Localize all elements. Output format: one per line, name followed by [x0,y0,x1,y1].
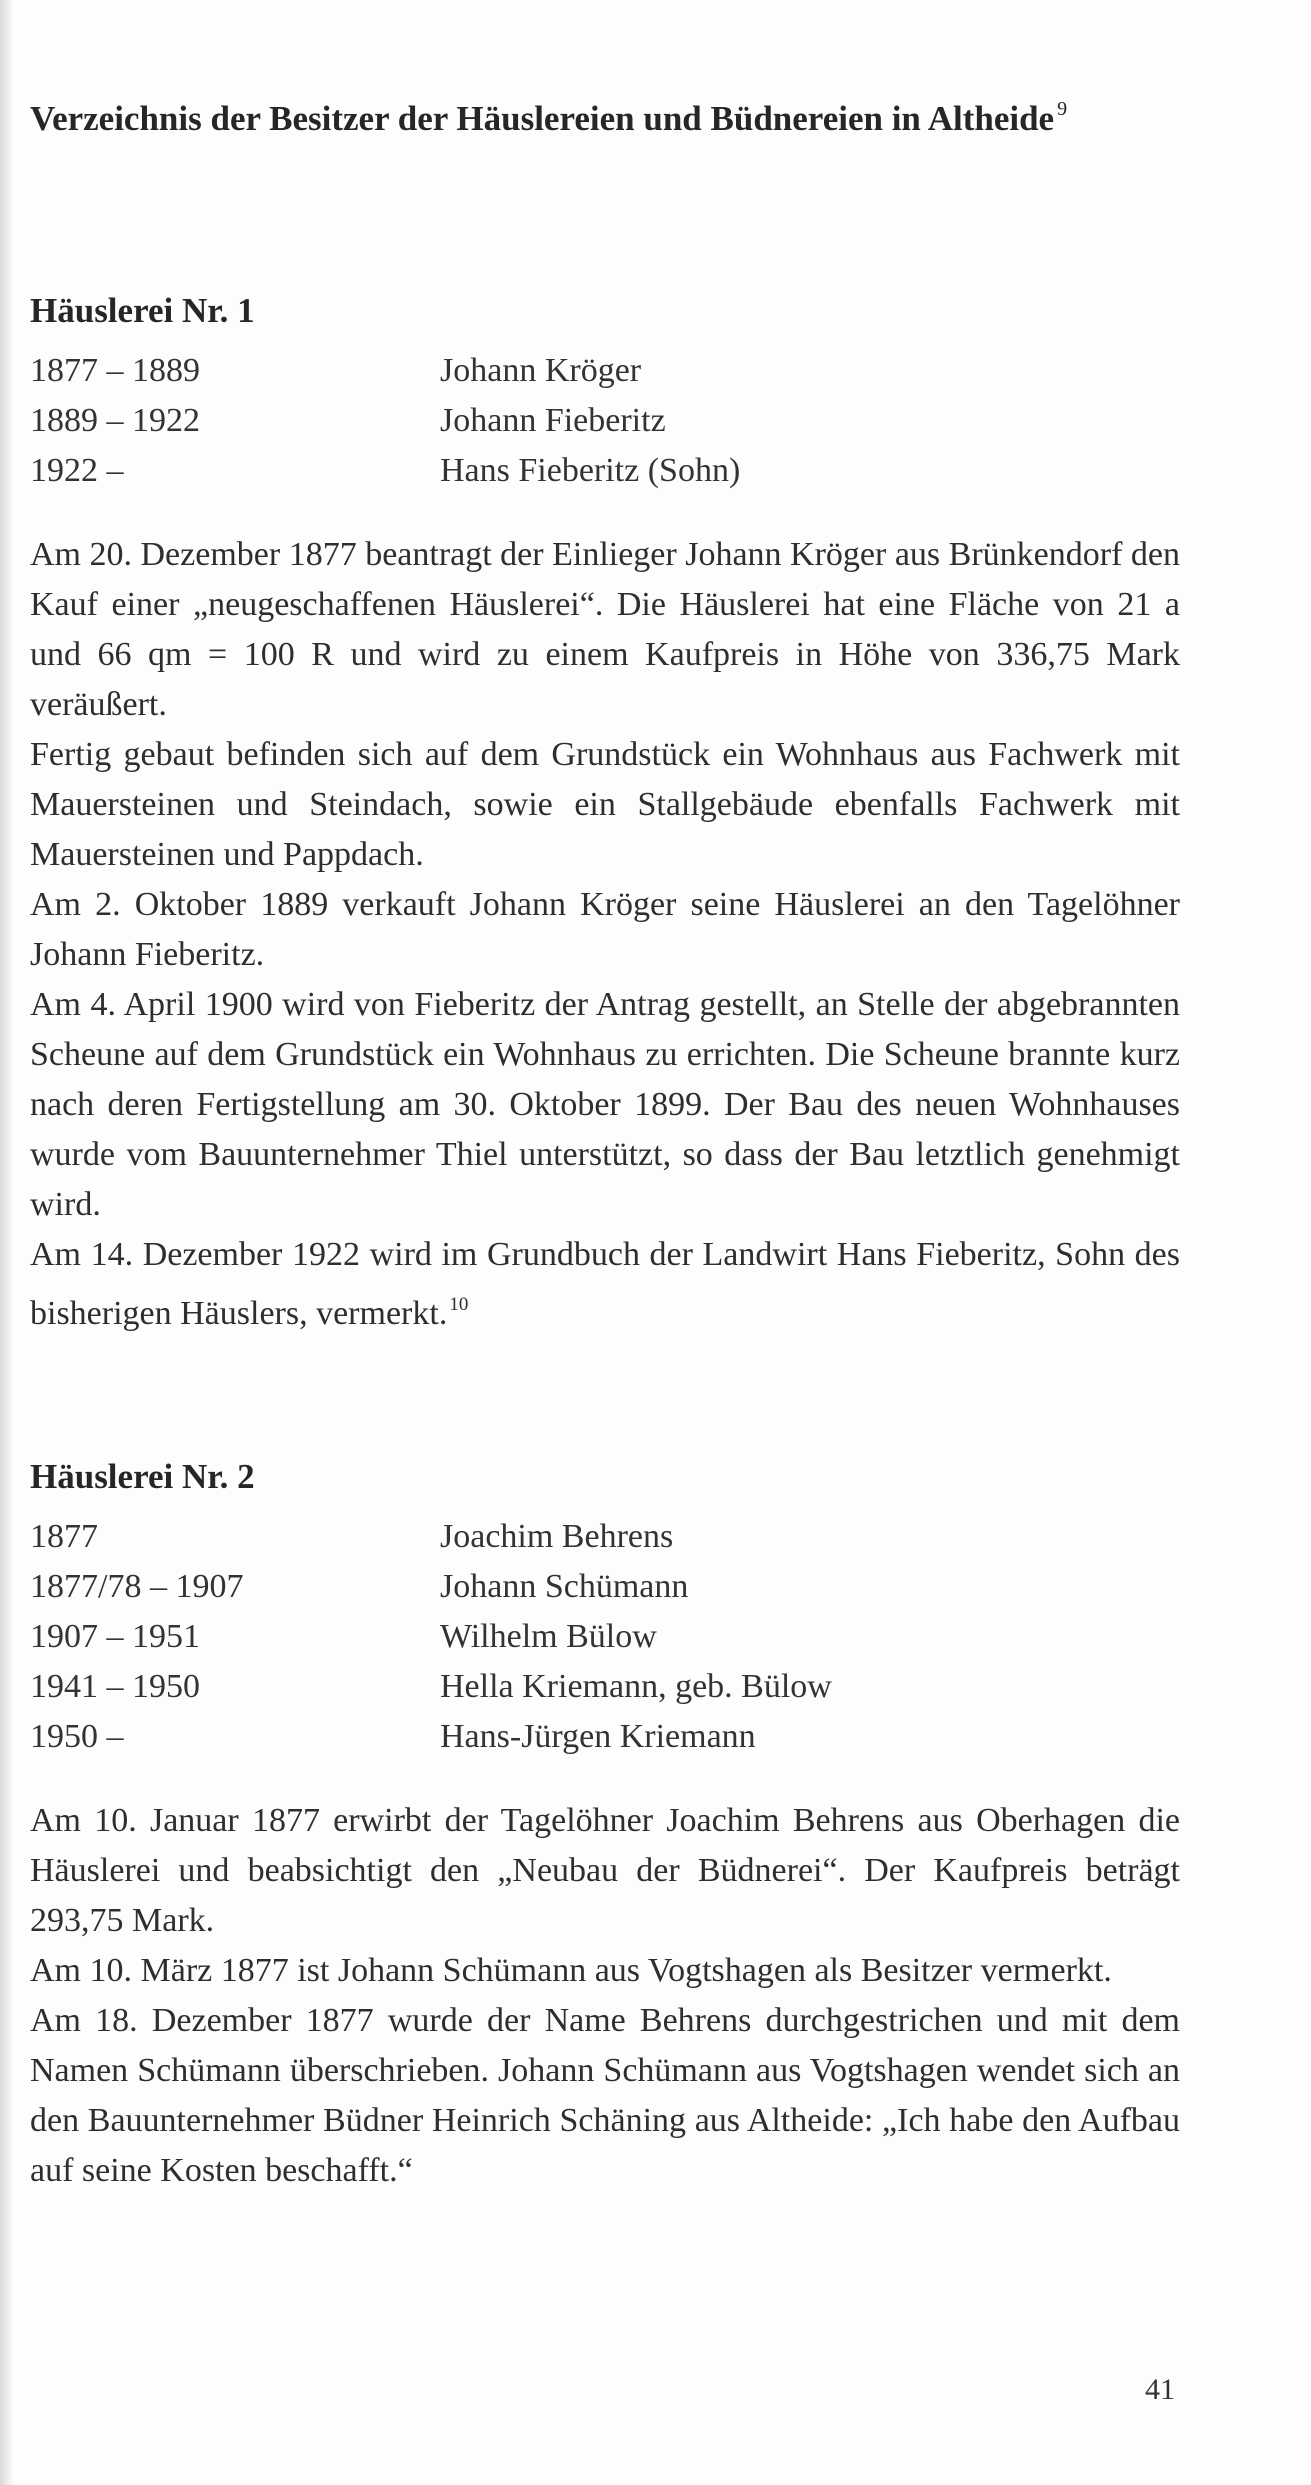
page-title-text: Verzeichnis der Besitzer der Häuslereien und Büdnereien in Altheide [30,99,1055,138]
owner-row [30,1512,1180,1562]
page-title [30,84,1180,144]
section-body [30,1796,1180,2196]
owner-name: Hans Fieberitz (Sohn) [440,452,741,489]
paragraph [30,1230,1180,1339]
paragraph: Am 10. März 1877 ist Johann Schümann aus Vogtshagen als Besitzer vermerkt. [30,1952,1112,1989]
owner-row [30,446,1180,496]
owner-row [30,1562,1180,1612]
paragraph-text: Am 14. Dezember 1922 wird im Grundbuch der Landwirt Hans Fieberitz, Sohn des bisherigen Häuslers, vermerkt. [30,1236,1180,1332]
owner-name: Johann Fieberitz [440,402,666,439]
page-number: 41 [1145,2373,1175,2406]
owner-period: 1941 – 1950 [30,1668,200,1705]
owner-row [30,1712,1180,1762]
paragraph: Am 20. Dezember 1877 beantragt der Einlieger Johann Kröger aus Brünkendorf den Kauf einer „neugeschaffenen Häuslerei“. Die Häuslerei hat eine Fläche von 21 a und 66 qm = 100 R und wird zu einem Kaufpreis in Höhe von 336,75 Mark veräußert. [30,536,1180,723]
title-footnote-marker: 9 [1057,98,1068,120]
section-heading: Häuslerei Nr. 2 [30,1457,255,1496]
owner-row [30,396,1180,446]
page-gutter-shadow [0,0,14,2485]
owner-period: 1889 – 1922 [30,402,200,439]
paragraph: Am 4. April 1900 wird von Fieberitz der Antrag gestellt, an Stelle der abgebrannten Scheune auf dem Grundstück ein Wohnhaus zu errichten. Die Scheune brannte kurz nach deren Fertigstellung am 30. Oktober 1899. Der Bau des neuen Wohnhauses wurde vom Bauunternehmer Thiel unterstützt, so dass der Bau letztlich genehmigt wird. [30,986,1180,1223]
footnote-marker: 10 [449,1294,469,1315]
owner-row [30,1612,1180,1662]
paragraph: Fertig gebaut befinden sich auf dem Grundstück ein Wohnhaus aus Fachwerk mit Mauersteinen und Steindach, sowie ein Stallgebäude ebenfalls Fachwerk mit Mauersteinen und Pappdach. [30,736,1180,873]
owner-name: Joachim Behrens [440,1518,674,1555]
owner-name: Johann Kröger [440,352,642,389]
paragraph: Am 10. Januar 1877 erwirbt der Tagelöhner Joachim Behrens aus Oberhagen die Häuslerei und beabsichtigt den „Neubau der Büdnerei“. Der Kaufpreis beträgt 293,75 Mark. [30,1802,1180,1939]
owner-list [30,1512,1180,1762]
owner-row [30,1662,1180,1712]
owner-name: Wilhelm Bülow [440,1618,657,1655]
owner-period: 1877 – 1889 [30,352,200,389]
owner-name: Hella Kriemann, geb. Bülow [440,1668,832,1705]
owner-period: 1907 – 1951 [30,1618,200,1655]
owner-period: 1950 – [30,1718,124,1755]
paragraph: Am 18. Dezember 1877 wurde der Name Behrens durchgestrichen und mit dem Namen Schümann überschrieben. Johann Schümann aus Vogtshagen wendet sich an den Bauunternehmer Büdner Heinrich Schäning aus Altheide: „Ich habe den Aufbau auf seine Kosten beschafft.“ [30,2002,1180,2189]
owner-row [30,346,1180,396]
section-body [30,530,1180,1339]
owner-period: 1877/78 – 1907 [30,1568,244,1605]
owner-name: Hans-Jürgen Kriemann [440,1718,756,1755]
owner-period: 1877 [30,1518,98,1555]
owner-list [30,346,1180,496]
section-heading: Häuslerei Nr. 1 [30,291,255,330]
paragraph: Am 2. Oktober 1889 verkauft Johann Kröger seine Häuslerei an den Tagelöhner Johann Fieberitz. [30,886,1180,973]
section-haeuslerei-1 [30,286,1180,1339]
owner-name: Johann Schümann [440,1568,689,1605]
section-haeuslerei-2 [30,1452,1180,2196]
owner-period: 1922 – [30,452,124,489]
